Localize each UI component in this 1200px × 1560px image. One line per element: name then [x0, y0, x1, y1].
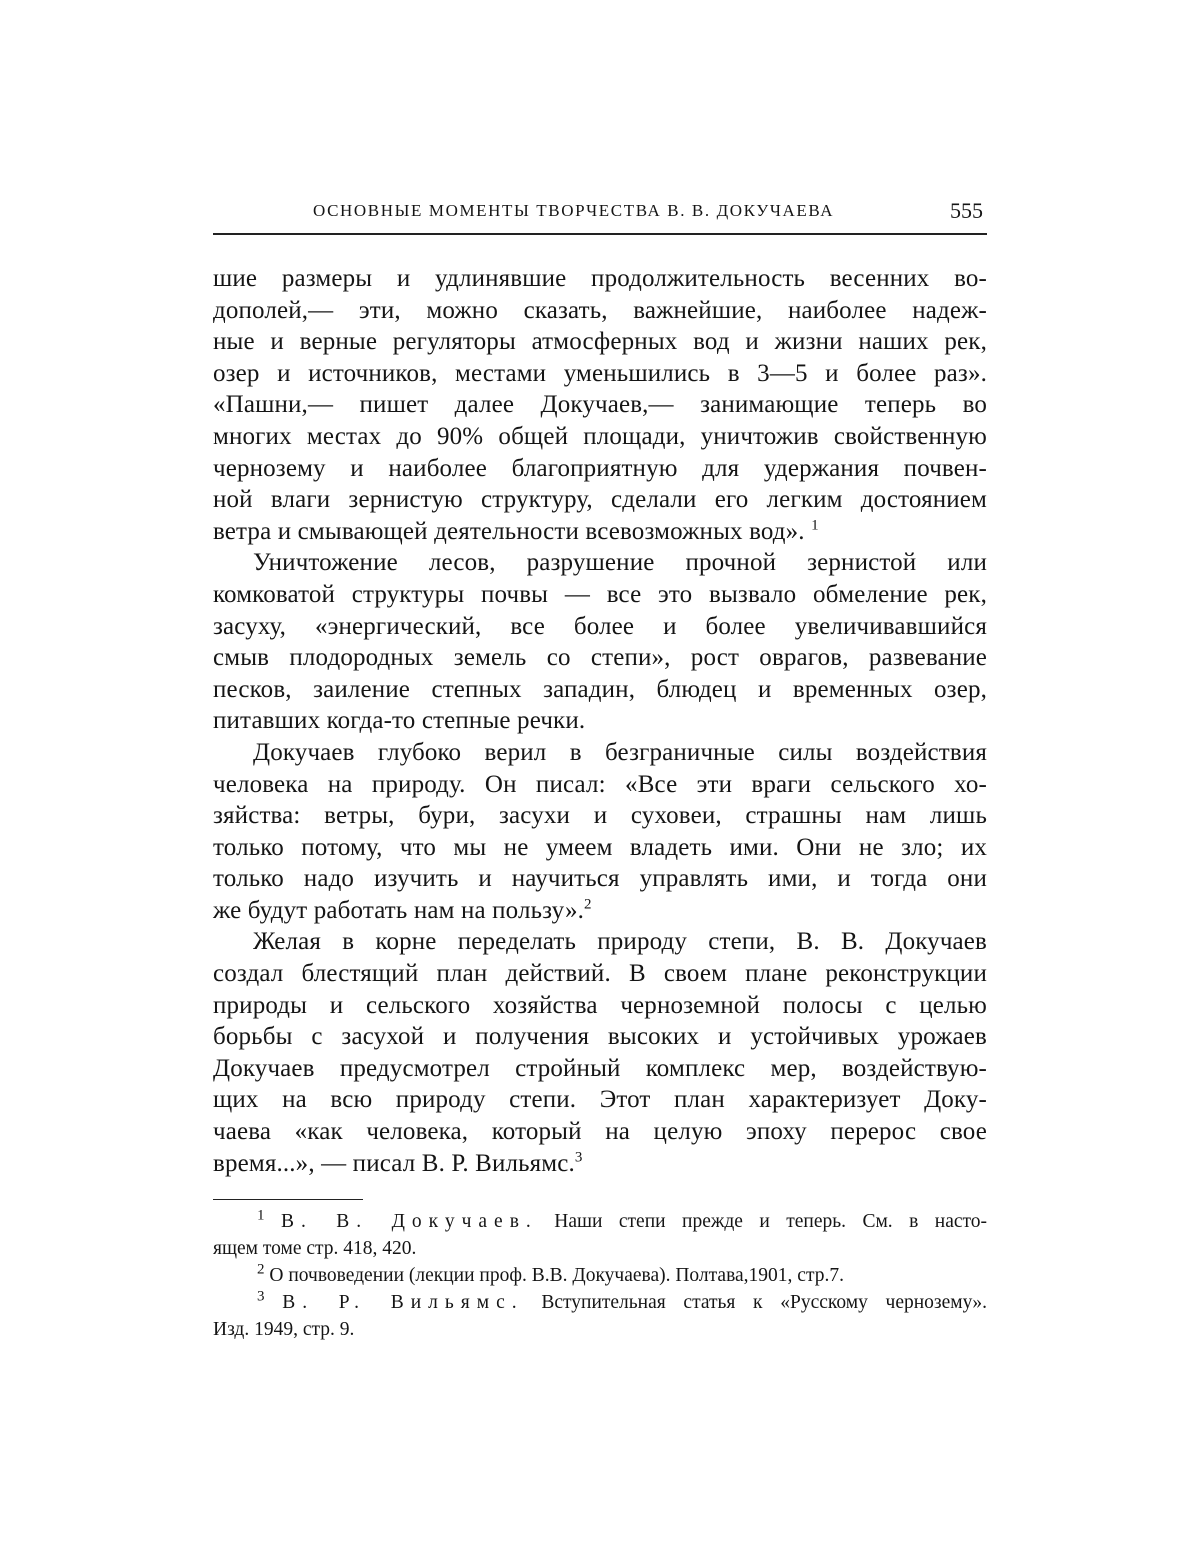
text-line: чернозему и наиболее благоприятную для удержания почвен-: [213, 454, 987, 482]
running-head: [213, 195, 987, 233]
text-line: создал блестящий план действий. В своем плане реконструкции: [213, 960, 987, 988]
main-text: [213, 263, 987, 1179]
paragraph-1: [213, 263, 987, 547]
footnote-author: В. Р. Вильямс.: [282, 1292, 524, 1314]
text-line: дополей,— эти, можно сказать, важнейшие, наиболее надеж-: [213, 296, 987, 324]
text-line: Докучаев глубоко верил в безграничные силы воздействия: [253, 738, 987, 766]
footnote-text: Наши степи прежде и теперь. См. в насто-: [554, 1211, 988, 1233]
text-line-content: же будут работать нам на пользу».: [213, 896, 584, 924]
footnote-rule: [213, 1199, 363, 1200]
text-line: Уничтожение лесов, разрушение прочной зернистой или: [253, 549, 987, 577]
footnote-text: О почвоведении (лекции проф. В.В. Докучаева). Полтава,1901, стр.7.: [269, 1265, 844, 1287]
text-line-content: время...», — писал В. Р. Вильямс.: [213, 1149, 575, 1177]
text-line: озер и источников, местами уменьшились в 3—5 и более раз».: [213, 359, 987, 387]
footnotes: [213, 1208, 987, 1343]
footnote-marker: 2: [257, 1261, 265, 1278]
text-line: [213, 895, 987, 927]
page-number: 555: [950, 198, 983, 223]
text-line: Желая в корне переделать природу степи, В. В. Докучаев: [253, 928, 987, 956]
text-line: многих местах до 90% общей площади, уничтожив свойственную: [213, 422, 987, 450]
footnote-2: [213, 1262, 987, 1289]
text-line: человека на природу. Он писал: «Все эти враги сельского хо-: [213, 770, 987, 798]
text-line: только надо изучить и научиться управлять ими, и тогда они: [213, 865, 987, 893]
text-line: только потому, что мы не умеем владеть ими. Они не зло; их: [213, 833, 987, 861]
footnote-line: [213, 1262, 987, 1289]
footnote-author: В. В. Докучаев.: [280, 1211, 538, 1233]
paragraph-2: [213, 547, 987, 737]
footnote-line: Изд. 1949, стр. 9.: [213, 1319, 355, 1341]
text-line: питавших когда-то степные речки.: [213, 707, 586, 735]
footnote-ref-2: 2: [584, 896, 592, 913]
text-line: ные и верные регуляторы атмосферных вод и жизни наших рек,: [213, 328, 987, 356]
running-title: ОСНОВНЫЕ МОМЕНТЫ ТВОРЧЕСТВА В. В. ДОКУЧАЕВА: [313, 201, 835, 220]
text-line: смыв плодородных земель со степи», рост оврагов, развевание: [213, 644, 987, 672]
footnote-3: [213, 1289, 987, 1343]
footnote-line: ящем томе стр. 418, 420.: [213, 1238, 417, 1260]
footnote-1: [213, 1208, 987, 1262]
footnote-marker: 1: [257, 1207, 265, 1224]
text-line: природы и сельского хозяйства черноземной полосы с целью: [213, 991, 987, 1019]
text-line: чаева «как человека, который на целую эпоху перерос свое: [213, 1118, 987, 1146]
paragraph-3: [213, 737, 987, 927]
text-line: шие размеры и удлинявшие продолжительность весенних во-: [213, 265, 987, 292]
text-line-content: ветра и смывающей деятельности всевозможных вод».: [213, 517, 805, 545]
text-line: [213, 1148, 987, 1180]
footnote-ref-1: 1: [811, 517, 819, 534]
text-line: [213, 516, 987, 548]
text-line: борьбы с засухой и получения высоких и устойчивых урожаев: [213, 1023, 987, 1051]
text-line: щих на всю природу степи. Этот план характеризует Доку-: [213, 1086, 987, 1114]
footnote-text: Вступительная статья к «Русскому черноземy».: [541, 1292, 987, 1314]
text-line: Докучаев предусмотрел стройный комплекс мер, воздействую-: [213, 1054, 987, 1082]
text-line: засуху, «энергический, все более и более увеличивавшийся: [213, 612, 987, 640]
paragraph-4: [213, 926, 987, 1179]
footnote-marker: 3: [257, 1288, 265, 1305]
text-line: комковатой структуры почвы — все это вызвало обмеление рек,: [213, 580, 987, 608]
text-line: ной влаги зернистую структуру, сделали его легким достоянием: [213, 486, 987, 514]
book-page: [213, 195, 987, 1343]
text-line: «Пашни,— пишет далее Докучаев,— занимающие теперь во: [213, 391, 987, 419]
footnote-ref-3: 3: [574, 1149, 583, 1166]
header-rule: [213, 233, 987, 235]
footnote-line: [213, 1208, 987, 1235]
footnote-line: [213, 1289, 987, 1316]
text-line: песков, заиление степных западин, блюдец и временных озер,: [213, 675, 987, 703]
text-line: зяйства: ветры, бури, засухи и суховеи, страшны нам лишь: [213, 802, 987, 830]
